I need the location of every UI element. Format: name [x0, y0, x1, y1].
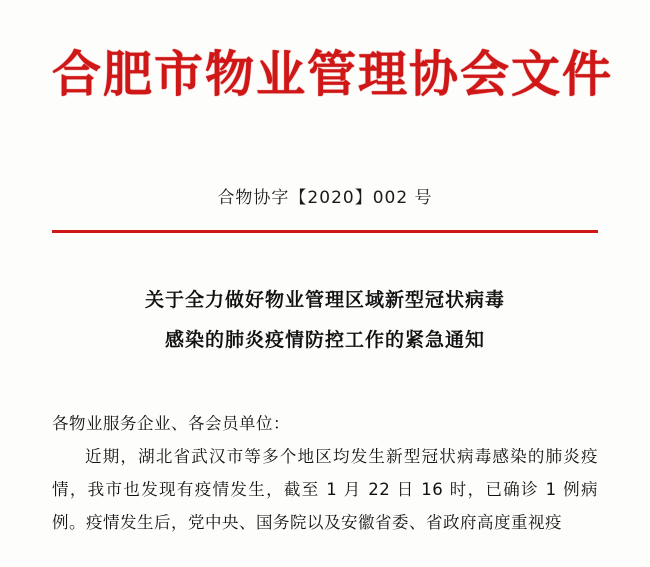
document-title-line-2: 感染的肺炎疫情防控工作的紧急通知 [164, 329, 485, 352]
body-paragraph-1: 近期，湖北省武汉市等多个地区均发生新型冠状病毒感染的肺炎疫情，我市也发现有疫情发生，截至 1 月 22 日 16 时，已确诊 1 例病例。疫情发生后，党中央、国务院以及安徽省委、省政府高度重视疫 [52, 447, 598, 533]
document-number: 合物协字【2020】002 号 [217, 188, 433, 209]
masthead-title: 合肥市物业管理协会文件 [52, 45, 614, 103]
masthead [52, 0, 614, 111]
document-title [52, 281, 598, 361]
document-body [52, 407, 598, 539]
red-divider-rule [52, 230, 598, 233]
document-title-line-1: 关于全力做好物业管理区域新型冠状病毒 [144, 289, 505, 312]
salutation: 各物业服务企业、各会员单位： [52, 414, 290, 434]
